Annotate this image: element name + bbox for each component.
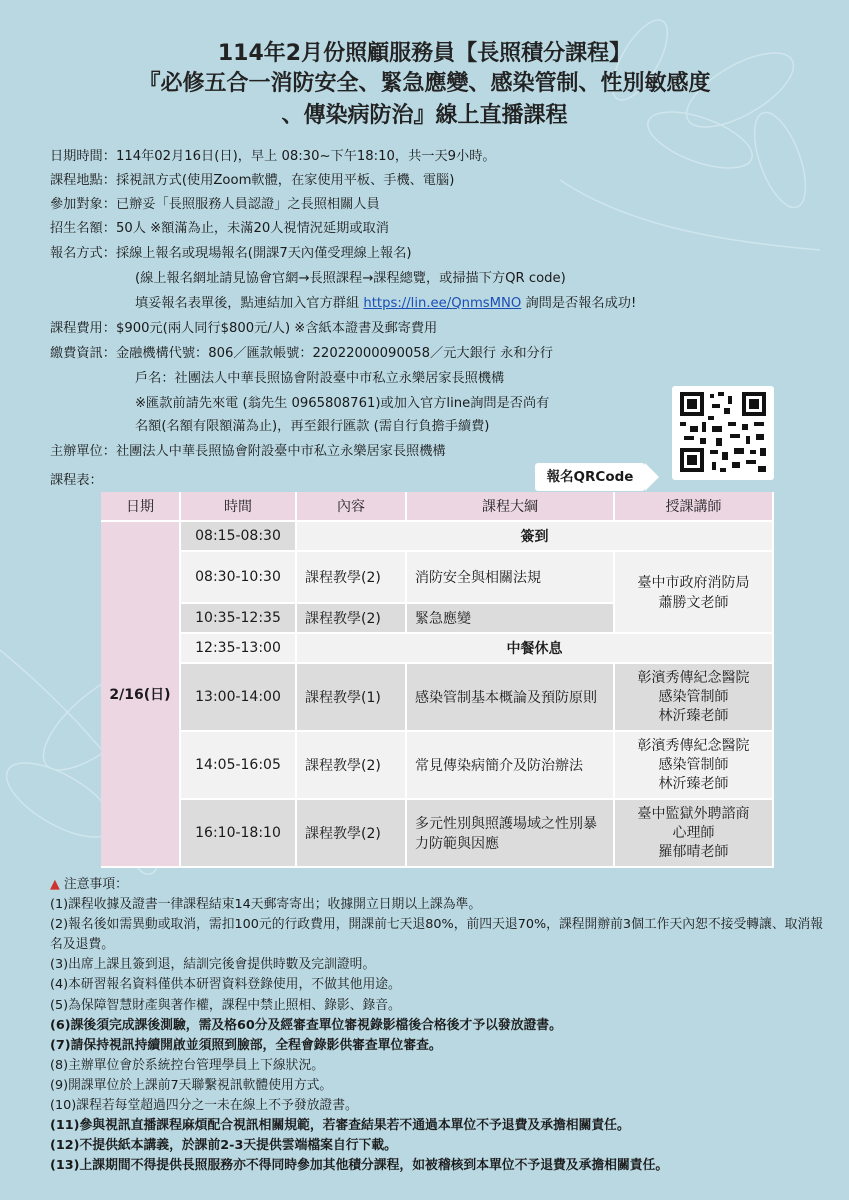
row-teacher: 臺中監獄外聘諮商 心理師 羅郁晴老師 (615, 800, 774, 868)
target-value: 已辦妥「長照服務人員認證」之長照相關人員 (115, 197, 380, 212)
target-label: 參加對象： (50, 197, 116, 212)
signup-label: 報名方式： (50, 246, 116, 261)
note-item: (2)報名後如需異動或取消，需扣100元的行政費用，開課前七天退80%，前四天退70%，課程開辦前3個工作天內恕不接受轉讓、取消報名及退費。 (50, 917, 824, 953)
table-row (101, 522, 774, 552)
table-row (101, 552, 774, 604)
row-outline: 消防安全與相關法規 (407, 552, 615, 604)
qr-code-label: 報名QRCode (535, 463, 645, 491)
row-time: 13:00-14:00 (181, 664, 297, 732)
notes-section (50, 875, 825, 1176)
note-item: (5)為保障智慧財產與著作權，課程中禁止照相、錄影、錄音。 (50, 997, 401, 1013)
info-pay-line3: ※匯款前請先來電 (翁先生 0965808761)或加入官方line詢問是否尚有 (135, 396, 550, 411)
row-outline: 緊急應變 (407, 604, 615, 634)
schedule-header-row (101, 492, 774, 522)
note-item: (6)課後須完成課後測驗，需及格60分及經審查單位審視錄影檔後合格後才予以發放證書。 (50, 1017, 562, 1033)
date-value: 114年02月16日(日)，早上 08:30~下午18:10，共一天9小時。 (115, 149, 496, 164)
header-date: 日期 (101, 492, 181, 522)
row-content: 課程教學(2) (297, 800, 407, 868)
host-value: 社團法人中華長照協會附設臺中市私立永樂居家長照機構 (115, 444, 446, 459)
host-label: 主辦單位： (50, 444, 116, 459)
fee-value: $900元(兩人同行$800元/人) ※含紙本證書及郵寄費用 (115, 321, 438, 336)
note-item: (13)上課期間不得提供長照服務亦不得同時參加其他積分課程，如被稽核到本單位不予退費及承擔相關責任。 (50, 1158, 669, 1174)
note-item: (10)課程若每堂超過四分之一未在線上不予發放證書。 (50, 1098, 358, 1114)
row-time: 14:05-16:05 (181, 732, 297, 800)
row-outline: 感染管制基本概論及預防原則 (407, 664, 615, 732)
place-value: 採視訊方式(使用Zoom軟體，在家使用平板、手機、電腦) (115, 173, 455, 188)
row-content: 簽到 (297, 522, 774, 552)
row-outline: 常見傳染病簡介及防治辦法 (407, 732, 615, 800)
note-item: (3)出席上課且簽到退，結訓完後會提供時數及完訓證明。 (50, 957, 376, 973)
note-item: (7)請保持視訊持續開啟並須照到臉部，全程會錄影供審查單位審查。 (50, 1037, 442, 1053)
row-outline: 多元性別與照護場域之性別暴力防範與因應 (407, 800, 615, 868)
table-row (101, 732, 774, 800)
row-content: 課程教學(2) (297, 732, 407, 800)
info-date (50, 148, 496, 165)
schedule-label: 課程表： (50, 473, 103, 488)
info-pay-line2: 戶名：社團法人中華長照協會附設臺中市私立永樂居家長照機構 (135, 371, 505, 386)
header-time: 時間 (181, 492, 297, 522)
row-time: 08:30-10:30 (181, 552, 297, 604)
signup-value: 採線上報名或現場報名(開課7天內僅受理線上報名) (115, 246, 412, 261)
row-time: 10:35-12:35 (181, 604, 297, 634)
notes-title-line (50, 875, 825, 895)
title-line-1: 114年2月份照顧服務員【長照積分課程】 (217, 41, 632, 66)
place-label: 課程地點： (50, 173, 116, 188)
title-line-3: 、傳染病防治』線上直播課程 (281, 103, 568, 128)
signup-line3-tail: 詢問是否報名成功! (521, 296, 637, 311)
table-row (101, 634, 774, 664)
date-label: 日期時間： (50, 149, 116, 164)
info-host (50, 443, 446, 460)
quota-value: 50人 ※額滿為止，未滿20人視情況延期或取消 (115, 221, 389, 236)
row-content: 課程教學(2) (297, 604, 407, 634)
info-place (50, 172, 454, 189)
header-outline: 課程大綱 (407, 492, 615, 522)
info-signup-line2: (線上報名網址請見協會官網→長照課程→課程總覽，或掃描下方QR code) (135, 271, 566, 286)
schedule-table (101, 492, 774, 868)
row-content: 中餐休息 (297, 634, 774, 664)
row-time: 08:15-08:30 (181, 522, 297, 552)
note-item: (1)課程收據及證書一律課程結束14天郵寄寄出；收據開立日期以上課為準。 (50, 897, 482, 913)
title-line-2: 『必修五合一消防安全、緊急應變、感染管制、性別敏感度 (138, 71, 711, 96)
note-item: (8)主辦單位會於系統控台管理學員上下線狀況。 (50, 1057, 325, 1073)
note-item: (9)開課單位於上課前7天聯繫視訊軟體使用方式。 (50, 1077, 333, 1093)
row-time: 16:10-18:10 (181, 800, 297, 868)
row-time: 12:35-13:00 (181, 634, 297, 664)
signup-line3-text: 填妥報名表單後，點連結加入官方群組 (135, 296, 364, 311)
row-content: 課程教學(2) (297, 552, 407, 604)
row-teacher: 臺中市政府消防局 蕭勝文老師 (615, 552, 774, 634)
schedule-date: 2/16(日) (101, 522, 181, 868)
info-fee (50, 320, 437, 337)
notes-title: 注意事項： (63, 877, 128, 892)
row-teacher: 彰濱秀傳紀念醫院 感染管制師 林沂臻老師 (615, 664, 774, 732)
note-item: (12)不提供紙本講義，於課前2-3天提供雲端檔案自行下載。 (50, 1138, 397, 1154)
row-content: 課程教學(1) (297, 664, 407, 732)
fee-label: 課程費用： (50, 321, 116, 336)
info-quota (50, 220, 389, 237)
signup-qr-code[interactable] (672, 386, 774, 480)
header-teacher: 授課講師 (615, 492, 774, 522)
row-teacher: 彰濱秀傳紀念醫院 感染管制師 林沂臻老師 (615, 732, 774, 800)
header-content: 內容 (297, 492, 407, 522)
quota-label: 招生名額： (50, 221, 116, 236)
line-group-link[interactable]: https://lin.ee/QnmsMNO (363, 296, 522, 311)
note-item: (11)參與視訊直播課程麻煩配合視訊相關規範，若審查結果若不通過本單位不予退費及承擔相關責任。 (50, 1118, 630, 1134)
info-pay-line4: 名額(名額有限額滿為止)，再至銀行匯款 (需自行負擔手續費) (135, 419, 490, 434)
pay-value: 金融機構代號：806／匯款帳號：22022000090058／元大銀行 永和分行 (115, 346, 553, 361)
info-signup (50, 245, 412, 262)
table-row (101, 800, 774, 868)
info-payment (50, 345, 553, 362)
info-signup-line3 (135, 295, 636, 312)
pay-label: 繳費資訊： (50, 346, 116, 361)
table-row (101, 664, 774, 732)
note-item: (4)本研習報名資料僅供本研習資料登錄使用，不做其他用途。 (50, 977, 401, 993)
warning-triangle-icon: ▲ (50, 877, 60, 892)
info-target (50, 196, 380, 213)
qr-code-icon (672, 386, 774, 480)
